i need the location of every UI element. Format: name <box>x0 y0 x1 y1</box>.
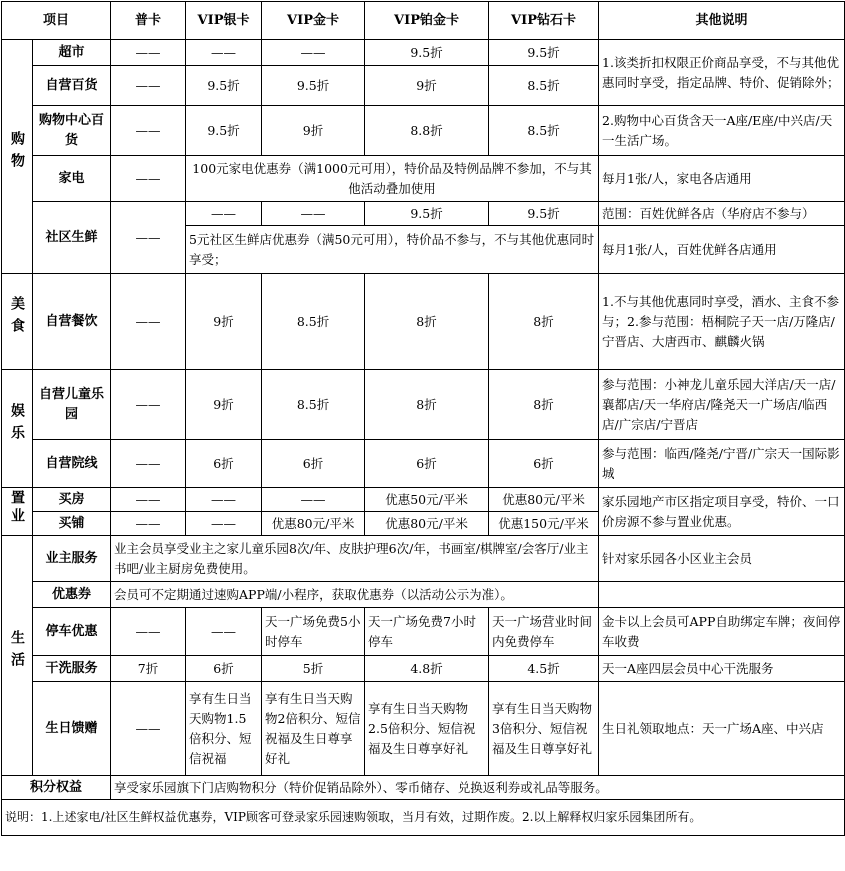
cell-value: 享有生日当天购物2.5倍积分、短信祝福及生日尊享好礼 <box>365 682 489 776</box>
row-label-mall: 购物中心百货 <box>33 106 111 156</box>
cell-value: 4.8折 <box>365 656 489 682</box>
cell-value: 8.5折 <box>262 274 365 370</box>
fresh-coupon-text: 5元社区生鲜店优惠券（满50元可用），特价品不参与，不与其他优惠同时享受； <box>186 226 599 274</box>
points-text: 享受家乐园旗下门店购物积分（特价促销品除外）、零币储存、兑换返利券或礼品等服务。 <box>111 776 845 800</box>
cell-value: —— <box>262 40 365 66</box>
cell-value: —— <box>111 106 186 156</box>
category-food: 美食 <box>2 274 33 370</box>
cell-value: 9.5折 <box>365 202 489 226</box>
row-label-kids: 自营儿童乐园 <box>33 370 111 440</box>
note-kids: 参与范围：小神龙儿童乐园大洋店/天一店/襄都店/天一华府店/隆尧天一广场店/临西店/广宗店/宁晋店 <box>599 370 845 440</box>
cell-value: 9折 <box>186 370 262 440</box>
cell-value: 优惠150元/平米 <box>489 512 599 536</box>
cell-value: 9折 <box>186 274 262 370</box>
header-item: 项目 <box>2 2 111 40</box>
cell-value: —— <box>111 202 186 274</box>
cell-value: 8折 <box>489 274 599 370</box>
cell-value: 8.5折 <box>489 106 599 156</box>
row-label-laundry: 干洗服务 <box>33 656 111 682</box>
cell-value: —— <box>186 202 262 226</box>
cell-value: 享有生日当天购物1.5倍积分、短信祝福 <box>186 682 262 776</box>
cell-value: —— <box>262 202 365 226</box>
cell-value: 6折 <box>186 440 262 488</box>
category-life: 生活 <box>2 536 33 776</box>
header-tier-diamond: VIP钻石卡 <box>489 2 599 40</box>
row-label-fresh: 社区生鲜 <box>33 202 111 274</box>
cell-value: 9.5折 <box>489 202 599 226</box>
note-birthday: 生日礼领取地点：天一广场A座、中兴店 <box>599 682 845 776</box>
row-label-coupon: 优惠券 <box>33 582 111 608</box>
cell-value: —— <box>186 512 262 536</box>
category-shopping: 购物 <box>2 40 33 274</box>
cell-value: 9.5折 <box>186 66 262 106</box>
cell-value: —— <box>111 608 186 656</box>
cell-value: —— <box>111 512 186 536</box>
row-label-parking: 停车优惠 <box>33 608 111 656</box>
appliance-coupon-text: 100元家电优惠券（满1000元可用），特价品及特例品牌不参加，不与其他活动叠加使用 <box>186 156 599 202</box>
note-cinema: 参与范围：临西/隆尧/宁晋/广宗天一国际影城 <box>599 440 845 488</box>
note-coupon-empty <box>599 582 845 608</box>
note-fresh: 每月1张/人，百姓优鲜各店通用 <box>599 226 845 274</box>
cell-value: 8.5折 <box>262 370 365 440</box>
cell-value: 8折 <box>489 370 599 440</box>
cell-value: 优惠80元/平米 <box>262 512 365 536</box>
header-notes: 其他说明 <box>599 2 845 40</box>
row-label-shop: 买铺 <box>33 512 111 536</box>
note-appliance: 每月1张/人，家电各店通用 <box>599 156 845 202</box>
cell-value: 9.5折 <box>489 40 599 66</box>
note-laundry: 天一A座四层会员中心干洗服务 <box>599 656 845 682</box>
cell-value: —— <box>111 440 186 488</box>
cell-value: 优惠80元/平米 <box>365 512 489 536</box>
row-label-dining: 自营餐饮 <box>33 274 111 370</box>
cell-value: 6折 <box>262 440 365 488</box>
cell-value: 9折 <box>365 66 489 106</box>
coupon-text: 会员可不定期通过速购APP端/小程序，获取优惠券（以活动公示为准）。 <box>111 582 599 608</box>
note-shopping-1: 1.该类折扣权限正价商品享受，不与其他优惠同时享受，指定品牌、特价、促销除外； <box>599 40 845 106</box>
cell-value: 天一广场免费7小时停车 <box>365 608 489 656</box>
row-label-dept: 自营百货 <box>33 66 111 106</box>
note-fresh-range: 范围：百姓优鲜各店（华府店不参与） <box>599 202 845 226</box>
header-tier-pu: 普卡 <box>111 2 186 40</box>
cell-value: —— <box>111 40 186 66</box>
header-tier-gold: VIP金卡 <box>262 2 365 40</box>
header-tier-platinum: VIP铂金卡 <box>365 2 489 40</box>
cell-value: 优惠50元/平米 <box>365 488 489 512</box>
cell-value: 天一广场营业时间内免费停车 <box>489 608 599 656</box>
note-shopping-2: 2.购物中心百货含天一A座/E座/中兴店/天一生活广场。 <box>599 106 845 156</box>
cell-value: —— <box>111 156 186 202</box>
note-owner: 针对家乐园各小区业主会员 <box>599 536 845 582</box>
cell-value: 9.5折 <box>262 66 365 106</box>
owner-service-text: 业主会员享受业主之家儿童乐园8次/年、皮肤护理6次/年，书画室/棋牌室/会客厅/业主书吧/业主厨房免费使用。 <box>111 536 599 582</box>
cell-value: 6折 <box>186 656 262 682</box>
cell-value: 9.5折 <box>186 106 262 156</box>
cell-value: 8折 <box>365 370 489 440</box>
cell-value: 9.5折 <box>365 40 489 66</box>
cell-value: —— <box>262 488 365 512</box>
footnote: 说明：1.上述家电/社区生鲜权益优惠券，VIP顾客可登录家乐园速购领取，当月有效，过期作废。2.以上解释权归家乐园集团所有。 <box>2 800 845 836</box>
cell-value: —— <box>111 370 186 440</box>
row-label-supermarket: 超市 <box>33 40 111 66</box>
row-label-appliance: 家电 <box>33 156 111 202</box>
row-label-owner: 业主服务 <box>33 536 111 582</box>
category-entertainment: 娱乐 <box>2 370 33 488</box>
cell-value: 8.5折 <box>489 66 599 106</box>
cell-value: 享有生日当天购物3倍积分、短信祝福及生日尊享好礼 <box>489 682 599 776</box>
category-property: 置业 <box>2 488 33 536</box>
cell-value: 9折 <box>262 106 365 156</box>
note-property: 家乐园地产市区指定项目享受，特价、一口价房源不参与置业优惠。 <box>599 488 845 536</box>
cell-value: —— <box>111 682 186 776</box>
membership-benefits-table <box>1 1 845 836</box>
row-label-birthday: 生日馈赠 <box>33 682 111 776</box>
cell-value: 6折 <box>489 440 599 488</box>
cell-value: 优惠80元/平米 <box>489 488 599 512</box>
cell-value: 享有生日当天购物2倍积分、短信祝福及生日尊享好礼 <box>262 682 365 776</box>
cell-value: 5折 <box>262 656 365 682</box>
cell-value: 8折 <box>365 274 489 370</box>
row-label-cinema: 自营院线 <box>33 440 111 488</box>
header-tier-silver: VIP银卡 <box>186 2 262 40</box>
cell-value: 6折 <box>365 440 489 488</box>
row-label-house: 买房 <box>33 488 111 512</box>
cell-value: —— <box>111 488 186 512</box>
cell-value: —— <box>186 40 262 66</box>
cell-value: 4.5折 <box>489 656 599 682</box>
cell-value: —— <box>186 608 262 656</box>
cell-value: 天一广场免费5小时停车 <box>262 608 365 656</box>
cell-value: —— <box>111 66 186 106</box>
cell-value: —— <box>186 488 262 512</box>
cell-value: —— <box>111 274 186 370</box>
row-label-points: 积分权益 <box>2 776 111 800</box>
note-parking: 金卡以上会员可APP自助绑定车牌；夜间停车收费 <box>599 608 845 656</box>
note-dining: 1.不与其他优惠同时享受，酒水、主食不参与；2.参与范围：梧桐院子天一店/万隆店/宁晋店、大唐西市、麒麟火锅 <box>599 274 845 370</box>
cell-value: 7折 <box>111 656 186 682</box>
cell-value: 8.8折 <box>365 106 489 156</box>
